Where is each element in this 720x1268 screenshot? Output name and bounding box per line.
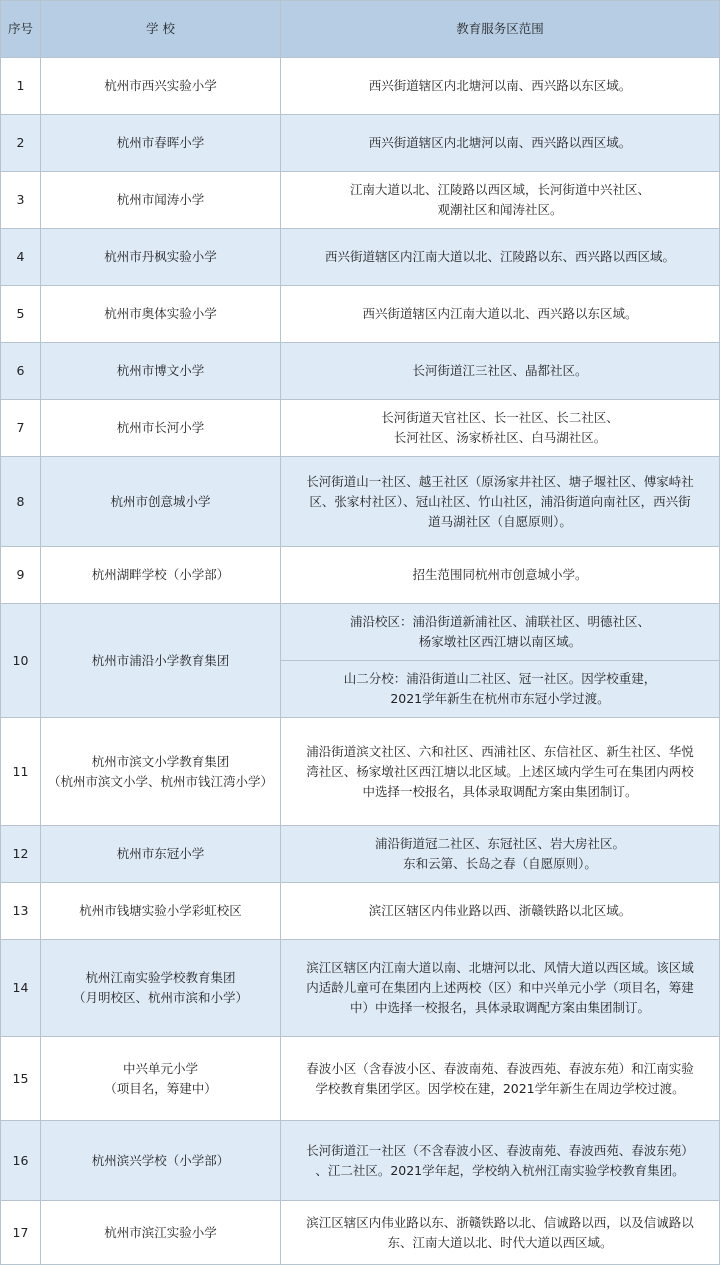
row-number xyxy=(1,58,41,115)
table-row xyxy=(1,229,720,286)
row-area-secondary xyxy=(281,661,720,718)
row-school xyxy=(41,172,281,229)
row-number-text: 17 xyxy=(12,1224,29,1240)
row-area-text: 滨江区辖区内伟业路以东、浙赣铁路以北、信诚路以西，以及信诚路以 东、江南大道以北、时代大道以西区域。 xyxy=(306,1214,694,1250)
row-number xyxy=(1,400,41,457)
row-area xyxy=(281,115,720,172)
row-school-text: 杭州市奥体实验小学 xyxy=(104,306,217,321)
row-number xyxy=(1,457,41,547)
row-number-text: 3 xyxy=(16,192,25,207)
row-school-text: 中兴单元小学 （项目名，筹建中） xyxy=(104,1060,217,1096)
row-school xyxy=(41,115,281,172)
row-area-text: 招生范围同杭州市创意城小学。 xyxy=(412,567,588,582)
row-area-text: 春波小区（含春波小区、春波南苑、春波西苑、春波东苑）和江南实验 学校教育集团学区。因学校在建，2021学年新生在周边学校过渡。 xyxy=(306,1060,694,1096)
row-number-text: 14 xyxy=(12,980,29,995)
row-area xyxy=(281,1201,720,1265)
row-area-text: 长河街道江一社区（不含春波小区、春波南苑、春波西苑、春波东苑） 、江二社区。2021学年起，学校纳入杭州江南实验学校教育集团。 xyxy=(306,1142,694,1178)
row-area-text: 西兴街道辖区内江南大道以北、西兴路以东区域。 xyxy=(362,306,638,321)
row-number xyxy=(1,343,41,400)
table-row xyxy=(1,286,720,343)
row-area-text: 浦沿街道冠二社区、东冠社区、岩大房社区。 东和云第、长岛之春（自愿原则）。 xyxy=(374,836,625,871)
table-row xyxy=(1,547,720,604)
row-area-text: 滨江区辖区内伟业路以西、浙赣铁路以北区域。 xyxy=(368,903,632,918)
row-number xyxy=(1,286,41,343)
row-school-text: 杭州滨兴学校（小学部） xyxy=(91,1152,230,1168)
row-area-text: 浦沿校区：浦沿街道新浦社区、浦联社区、明德社区、 杨家墩社区西江塘以南区域。 xyxy=(349,614,650,649)
row-area xyxy=(281,229,720,286)
row-number-text: 4 xyxy=(16,249,25,264)
row-number xyxy=(1,940,41,1037)
table-row xyxy=(1,115,720,172)
row-school xyxy=(41,826,281,883)
row-area xyxy=(281,400,720,457)
row-school-text: 杭州市钱塘实验小学彩虹校区 xyxy=(79,903,242,918)
table-row xyxy=(1,826,720,883)
row-area-text: 西兴街道辖区内江南大道以北、江陵路以东、西兴路以西区域。 xyxy=(324,249,675,264)
table-row xyxy=(1,883,720,940)
row-area-text: 江南大道以北、江陵路以西区域，长河街道中兴社区、 观潮社区和闻涛社区。 xyxy=(349,182,650,217)
row-area-text: 长河街道江三社区、晶都社区。 xyxy=(412,363,588,378)
header-serial-number: 序号 xyxy=(1,1,41,58)
row-school-text: 杭州市西兴实验小学 xyxy=(104,78,217,93)
table-row xyxy=(1,604,720,661)
row-number-text: 11 xyxy=(12,763,29,779)
table-row xyxy=(1,457,720,547)
row-number-text: 13 xyxy=(12,903,29,918)
row-school xyxy=(41,1201,281,1265)
row-school-text: 杭州市浦沿小学教育集团 xyxy=(91,652,230,668)
row-area-text: 滨江区辖区内江南大道以南、北塘河以北、风情大道以西区域。该区域 内适龄儿童可在集团内上述两校（区）和中兴单元小学（项目名，筹建 中）中选择一校报名，具体录取调配方案由集团制订。 xyxy=(306,960,694,1015)
row-area-text: 西兴街道辖区内北塘河以南、西兴路以东区域。 xyxy=(368,78,632,93)
row-number-text: 12 xyxy=(12,846,29,861)
row-school xyxy=(41,1037,281,1121)
row-area-text: 浦沿街道滨文社区、六和社区、西浦社区、东信社区、新生社区、华悦 湾社区、杨家墩社区西江塘以北区域。上述区域内学生可在集团内两校 中选择一校报名，具体录取调配方案由集团制订。 xyxy=(306,743,694,799)
row-school-text: 杭州市丹枫实验小学 xyxy=(104,249,217,264)
row-area-text: 长河街道山一社区、越王社区（原汤家井社区、塘子堰社区、傅家峙社 区、张家村社区）、冠山社区、竹山社区，浦沿街道向南社区，西兴街 道马湖社区（自愿原则）。 xyxy=(306,473,694,529)
row-area xyxy=(281,58,720,115)
row-school-text: 杭州市博文小学 xyxy=(116,363,205,378)
row-area xyxy=(281,286,720,343)
row-number-text: 16 xyxy=(12,1152,29,1168)
row-school-text: 杭州市东冠小学 xyxy=(116,846,205,861)
row-school-text: 杭州市长河小学 xyxy=(116,420,205,435)
row-number-text: 7 xyxy=(16,420,25,435)
table-row xyxy=(1,1121,720,1201)
row-number xyxy=(1,883,41,940)
row-number-text: 15 xyxy=(12,1070,29,1086)
row-school xyxy=(41,883,281,940)
row-area xyxy=(281,343,720,400)
row-area xyxy=(281,1121,720,1201)
row-school-text: 杭州市闻涛小学 xyxy=(116,192,205,207)
row-number xyxy=(1,1121,41,1201)
row-area xyxy=(281,172,720,229)
row-area xyxy=(281,718,720,826)
row-number xyxy=(1,115,41,172)
row-school-text: 杭州市春晖小学 xyxy=(116,135,205,150)
table-row xyxy=(1,718,720,826)
table-row xyxy=(1,172,720,229)
header-school: 学 校 xyxy=(41,1,281,58)
row-school-text: 杭州市滨文小学教育集团 （杭州市滨文小学、杭州市钱江湾小学） xyxy=(47,753,273,789)
row-area xyxy=(281,940,720,1037)
row-area-text: 长河街道天官社区、长一社区、长二社区、 长河社区、汤家桥社区、白马湖社区。 xyxy=(381,410,619,445)
row-area xyxy=(281,457,720,547)
table-row xyxy=(1,58,720,115)
row-school xyxy=(41,940,281,1037)
row-school xyxy=(41,229,281,286)
row-school-text: 杭州市创意城小学 xyxy=(110,493,211,509)
row-school xyxy=(41,400,281,457)
row-area-text: 西兴街道辖区内北塘河以南、西兴路以西区域。 xyxy=(368,135,632,150)
row-area xyxy=(281,604,720,661)
row-area xyxy=(281,547,720,604)
row-number xyxy=(1,547,41,604)
row-number-text: 2 xyxy=(16,135,25,150)
row-school xyxy=(41,718,281,826)
header-service-area: 教育服务区范围 xyxy=(281,1,720,58)
table-row xyxy=(1,400,720,457)
row-number xyxy=(1,604,41,718)
row-school xyxy=(41,1121,281,1201)
table-header-row xyxy=(1,1,720,58)
row-area xyxy=(281,883,720,940)
table-body xyxy=(1,58,720,1265)
table-row xyxy=(1,343,720,400)
row-number xyxy=(1,718,41,826)
row-number-text: 9 xyxy=(16,567,25,582)
table-row xyxy=(1,1037,720,1121)
row-number-text: 6 xyxy=(16,363,25,378)
row-school xyxy=(41,58,281,115)
row-school-text: 杭州江南实验学校教育集团 （月明校区、杭州市滨和小学） xyxy=(72,970,248,1005)
row-school xyxy=(41,604,281,718)
table-row xyxy=(1,940,720,1037)
row-number xyxy=(1,172,41,229)
row-number xyxy=(1,1037,41,1121)
row-number xyxy=(1,826,41,883)
row-area xyxy=(281,826,720,883)
table-row xyxy=(1,1201,720,1265)
row-number xyxy=(1,229,41,286)
row-school-text: 杭州市滨江实验小学 xyxy=(104,1224,217,1240)
row-area xyxy=(281,1037,720,1121)
row-number-text: 10 xyxy=(12,652,29,668)
row-school xyxy=(41,457,281,547)
row-number-text: 8 xyxy=(16,493,25,509)
row-school-text: 杭州湖畔学校（小学部） xyxy=(91,567,230,582)
row-number-text: 5 xyxy=(16,306,25,321)
row-area-secondary-text: 山二分校：浦沿街道山二社区、冠一社区。因学校重建， 2021学年新生在杭州市东冠小学过渡。 xyxy=(343,671,657,706)
row-number-text: 1 xyxy=(16,78,25,93)
row-school xyxy=(41,343,281,400)
row-school xyxy=(41,547,281,604)
row-school xyxy=(41,286,281,343)
row-number xyxy=(1,1201,41,1265)
